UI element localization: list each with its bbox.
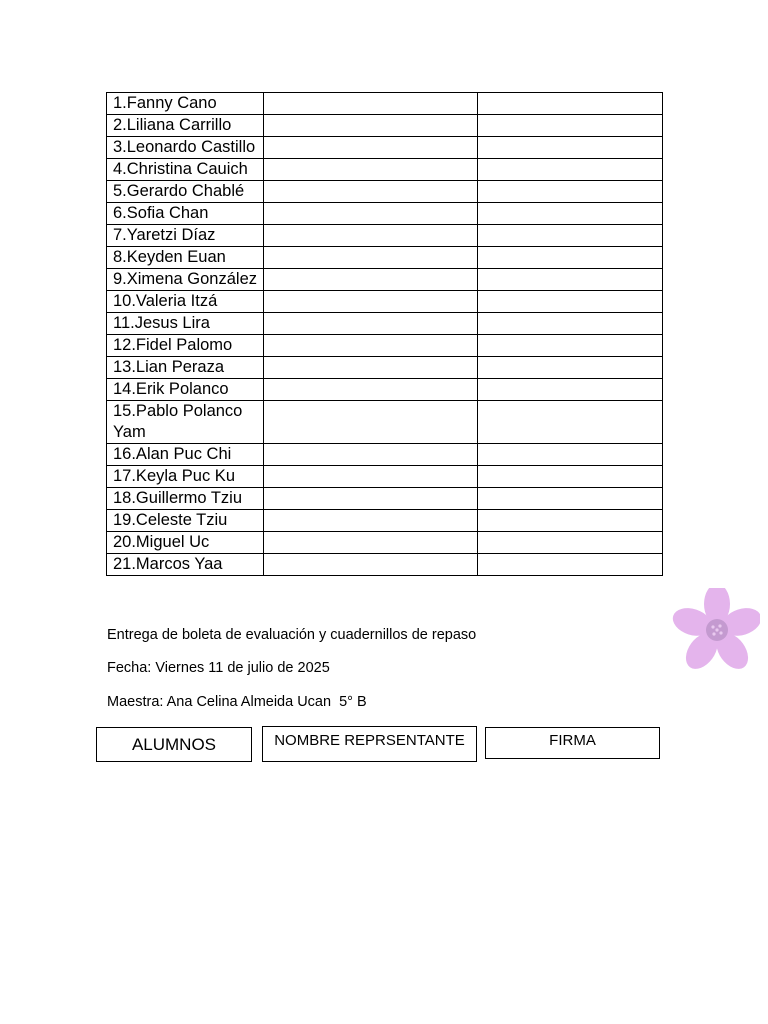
signature-cell (478, 93, 663, 115)
subject-line: Entrega de boleta de evaluación y cuadernillos de repaso (107, 627, 477, 643)
table-row (107, 291, 663, 313)
representative-name-cell (264, 466, 478, 488)
student-name-cell: 19.Celeste Tziu (107, 510, 264, 532)
signature-cell (478, 313, 663, 335)
signature-cell (478, 137, 663, 159)
signature-cell (478, 444, 663, 466)
student-name-cell: 20.Miguel Uc (107, 532, 264, 554)
table-row (107, 488, 663, 510)
representative-header-box: NOMBRE REPRSENTANTE (262, 726, 477, 762)
representative-name-cell (264, 401, 478, 444)
representative-name-cell (264, 335, 478, 357)
representative-name-cell (264, 93, 478, 115)
student-name-cell: 4.Christina Cauich (107, 159, 264, 181)
roster-body (107, 93, 663, 576)
table-row (107, 181, 663, 203)
signature-cell (478, 466, 663, 488)
signature-cell (478, 115, 663, 137)
representative-name-cell (264, 357, 478, 379)
table-row (107, 159, 663, 181)
student-name-cell: 15.Pablo Polanco Yam (107, 401, 264, 444)
table-row (107, 510, 663, 532)
representative-name-cell (264, 444, 478, 466)
student-name-cell: 6.Sofia Chan (107, 203, 264, 225)
student-name-cell: 9.Ximena González (107, 269, 264, 291)
student-name-cell: 7.Yaretzi Díaz (107, 225, 264, 247)
students-header-box: ALUMNOS (96, 727, 252, 762)
flower-icon (670, 588, 760, 678)
signature-cell (478, 335, 663, 357)
teacher-line: Maestra: Ana Celina Almeida Ucan 5° B (107, 694, 367, 710)
table-row (107, 335, 663, 357)
representative-name-cell (264, 137, 478, 159)
table-row (107, 115, 663, 137)
table-row (107, 313, 663, 335)
student-name-cell: 13.Lian Peraza (107, 357, 264, 379)
student-name-cell: 8.Keyden Euan (107, 247, 264, 269)
table-row (107, 203, 663, 225)
signature-header-box: FIRMA (485, 727, 660, 759)
table-row (107, 401, 663, 444)
representative-name-cell (264, 159, 478, 181)
table-row (107, 357, 663, 379)
student-name-cell: 14.Erik Polanco (107, 379, 264, 401)
table-row (107, 225, 663, 247)
signature-cell (478, 181, 663, 203)
signature-cell (478, 247, 663, 269)
signature-cell (478, 532, 663, 554)
student-name-cell: 5.Gerardo Chablé (107, 181, 264, 203)
signature-cell (478, 401, 663, 444)
representative-name-cell (264, 532, 478, 554)
student-name-cell: 10.Valeria Itzá (107, 291, 264, 313)
student-name-cell: 18.Guillermo Tziu (107, 488, 264, 510)
signature-cell (478, 510, 663, 532)
student-name-cell: 2.Liliana Carrillo (107, 115, 264, 137)
table-row (107, 444, 663, 466)
table-row (107, 466, 663, 488)
student-name-cell: 11.Jesus Lira (107, 313, 264, 335)
table-row (107, 247, 663, 269)
table-row (107, 554, 663, 576)
signature-cell (478, 291, 663, 313)
signature-cell (478, 225, 663, 247)
signature-cell (478, 269, 663, 291)
signature-cell (478, 379, 663, 401)
signature-cell (478, 203, 663, 225)
representative-name-cell (264, 554, 478, 576)
student-roster-table (106, 92, 663, 576)
signature-cell (478, 554, 663, 576)
representative-name-cell (264, 203, 478, 225)
table-row (107, 532, 663, 554)
signature-cell (478, 357, 663, 379)
representative-name-cell (264, 115, 478, 137)
representative-name-cell (264, 488, 478, 510)
representative-name-cell (264, 181, 478, 203)
table-row (107, 137, 663, 159)
representative-name-cell (264, 313, 478, 335)
student-name-cell: 3.Leonardo Castillo (107, 137, 264, 159)
table-row (107, 379, 663, 401)
representative-name-cell (264, 291, 478, 313)
representative-name-cell (264, 379, 478, 401)
signature-cell (478, 159, 663, 181)
date-line: Fecha: Viernes 11 de julio de 2025 (107, 660, 330, 676)
student-name-cell: 1.Fanny Cano (107, 93, 264, 115)
representative-name-cell (264, 225, 478, 247)
student-name-cell: 16.Alan Puc Chi (107, 444, 264, 466)
student-name-cell: 21.Marcos Yaa (107, 554, 264, 576)
representative-name-cell (264, 510, 478, 532)
table-row (107, 93, 663, 115)
representative-name-cell (264, 247, 478, 269)
table-row (107, 269, 663, 291)
representative-name-cell (264, 269, 478, 291)
student-name-cell: 17.Keyla Puc Ku (107, 466, 264, 488)
signature-cell (478, 488, 663, 510)
student-name-cell: 12.Fidel Palomo (107, 335, 264, 357)
